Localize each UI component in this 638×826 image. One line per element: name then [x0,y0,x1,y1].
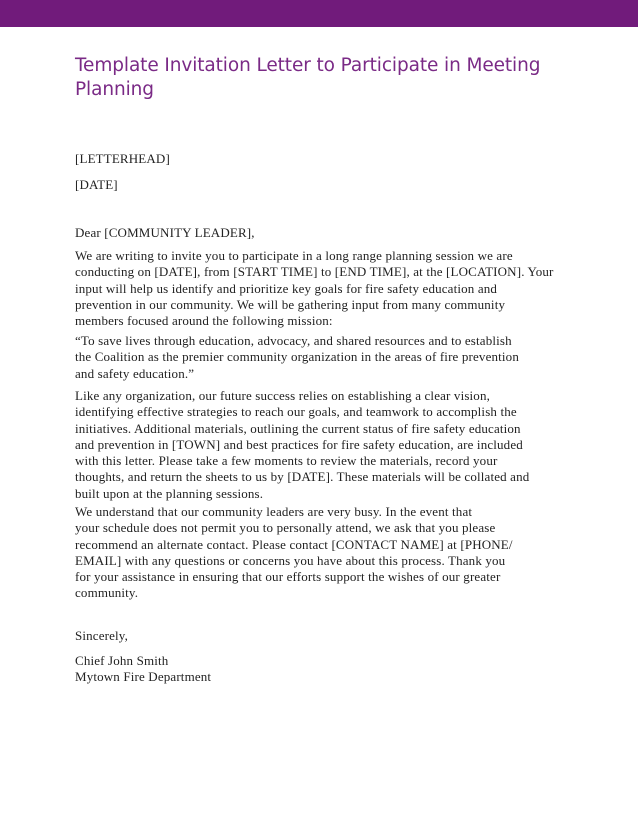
date-placeholder: [DATE] [75,177,118,192]
letterhead-placeholder: [LETTERHEAD] [75,151,170,166]
salutation: Dear [COMMUNITY LEADER], [75,225,255,240]
closing: Sincerely, [75,628,128,643]
header-accent-bar [0,0,638,27]
signer-department: Mytown Fire Department [75,669,212,684]
mission-quote: “To save lives through education, advocacy, and shared resources and to establish the Coalition as the premier community organization in the areas of fire prevention and safety education.” [75,333,519,381]
alternate-contact-paragraph: We understand that our community leaders are very busy. In the event that your schedule does not permit you to personally attend, we ask that you please recommend an alternate contact. Please contact [CONTACT NAME] at [PHONE/ EMAIL] with any questions or concerns you have about this process. Thank you for your assistance in ensuring that our efforts support the wishes of our greater community. [75,504,513,601]
materials-paragraph: Like any organization, our future success relies on establishing a clear vision, identifying effective strategies to reach our goals, and teamwork to accomplish the initiatives. Additional materials, outlining the current status of fire safety education and prevention in [TOWN] and best practices for fire safety education, are included with this letter. Please take a few moments to review the materials, record your thoughts, and return the sheets to us by [DATE]. These materials will be collated and built upon at the planning sessions. [75,388,530,501]
document-title: Template Invitation Letter to Participate in Meeting Planning [75,55,541,100]
signer-name: Chief John Smith [75,653,169,668]
invitation-paragraph: We are writing to invite you to participate in a long range planning session we are conducting on [DATE], from [START TIME] to [END TIME], at the [LOCATION]. Your input will help us identify and prioritize key goals for fire safety education and prevention in our community. We will be gathering input from many community members focused around the following mission: [75,248,554,329]
